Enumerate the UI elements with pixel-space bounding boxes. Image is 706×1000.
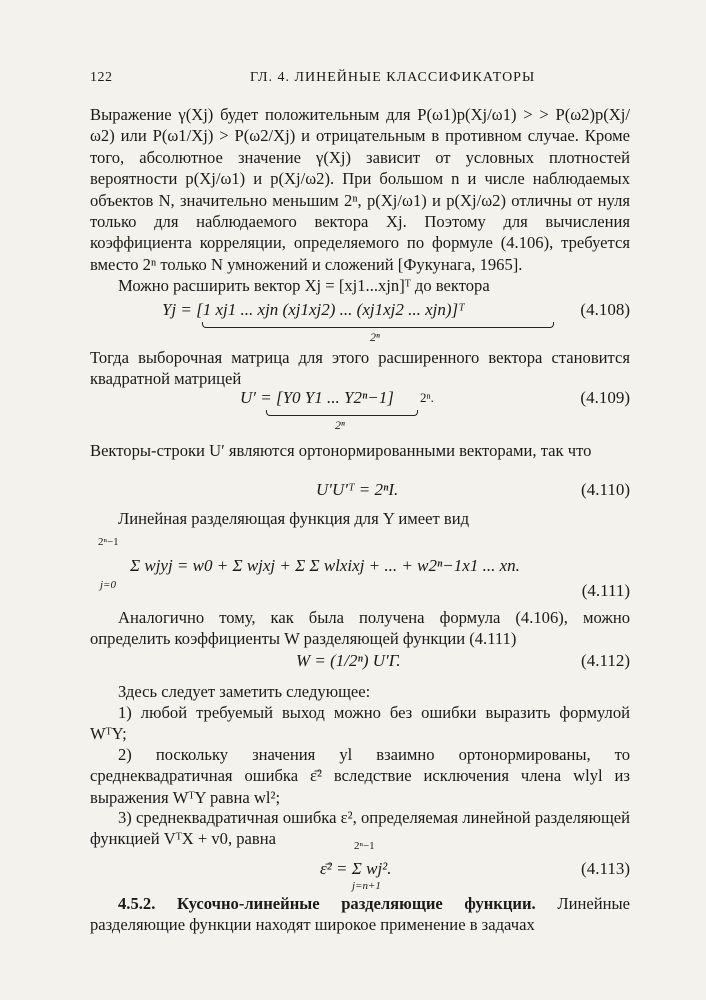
section-heading: 4.5.2. Кусочно-линейные разделяющие функции. — [118, 894, 536, 913]
equation-4-111-number: (4.111) — [581, 581, 630, 600]
equation-4-112-formula: W = (1/2ⁿ) U′Γ. — [296, 651, 401, 670]
page-number: 122 — [90, 70, 113, 85]
section-paragraph — [90, 893, 630, 936]
equation-4-112 — [90, 651, 630, 681]
equation-4-108-number: (4.108) — [580, 300, 630, 319]
underbrace — [202, 322, 554, 328]
equation-4-110 — [90, 480, 630, 510]
equation-4-109-size: 2ⁿ. — [420, 390, 434, 405]
equation-4-111-top-limit: 2ⁿ−1 — [98, 536, 119, 548]
equation-4-113-bottom-limit: j=n+1 — [352, 880, 381, 892]
paragraph-gamma: Выражение γ(Xj) будет положительным для P(ω1)p(Xj/ω1) > > P(ω2)p(Xj/ω2) или P(ω1/Xj) > P(ω2/Xj) и отрицательным в противном случае. Кроме того, абсолютное значение γ(Xj) зависит от условных плотностей вероятности p(Xj/ω1) и p(Xj/ω2). При большом n и числе наблюдаемых объектов N, значительно меньшим 2ⁿ, p(Xj/ω1) и p(Xj/ω2) отличны от нуля только для наблюдаемого вектора Xj. Поэтому для вычисления коэффициента корреляции, определяемого по формуле (4.106), требуется вместо 2ⁿ только N умножений и сложений [Фукунага, 1965]. — [90, 105, 630, 274]
section-text: Линейные разделяющие функции находят широкое применение в задачах — [90, 894, 630, 935]
equation-4-109-formula: U′ = [Y0 Y1 ... Y2ⁿ−1] — [240, 388, 394, 407]
paragraph-coefficients: Аналогично тому, как была получена формула (4.106), можно определить коэффициенты W разделяющей функции (4.111) — [90, 608, 630, 649]
equation-4-113-number: (4.113) — [581, 859, 630, 878]
list-item-3: 3) среднеквадратичная ошибка ε², определяемая линейной разделяющей функцией VᵀX + v0, равна — [90, 808, 630, 849]
equation-4-109-brace-label: 2ⁿ — [335, 418, 345, 432]
equation-4-110-number: (4.110) — [581, 480, 630, 499]
equation-4-112-number: (4.112) — [581, 651, 630, 670]
equation-4-108-brace-label: 2ⁿ — [370, 330, 380, 344]
equation-4-113-formula: ε̄² = Σ wj². — [320, 859, 392, 878]
equation-4-109 — [90, 388, 630, 432]
equation-4-108 — [90, 300, 630, 344]
equation-4-113-top-limit: 2ⁿ−1 — [354, 840, 375, 852]
list-item-1: 1) любой требуемый выход можно без ошибки выразить формулой WᵀY; — [90, 703, 630, 744]
equation-4-111 — [90, 536, 630, 606]
paragraph-note: Здесь следует заметить следующее: — [118, 682, 371, 701]
paragraph-extend-vector: Можно расширить вектор Xj = [xj1...xjn]ᵀ до вектора — [118, 276, 490, 295]
equation-4-109-number: (4.109) — [580, 388, 630, 407]
underbrace — [266, 410, 418, 416]
paragraph-linear-function: Линейная разделяющая функция для Y имеет вид — [118, 509, 470, 528]
list-item-2: 2) поскольку значения yl взаимно ортонормированы, то среднеквадратичная ошибка ε̄² вследствие исключения члена wlyl из выражения WᵀY равна wl²; — [90, 745, 630, 807]
equation-4-111-formula: Σ wjyj = w0 + Σ wjxj + Σ Σ wlxixj + ... + w2ⁿ−1x1 ... xn. — [130, 556, 520, 575]
paragraph-row-vectors: Векторы-строки U′ являются ортонормированными векторами, так что — [90, 441, 592, 460]
equation-4-111-bottom-limit: j=0 — [100, 579, 116, 591]
equation-4-108-formula: Yj = [1 xj1 ... xjn (xj1xj2) ... (xj1xj2 ... xjn)]ᵀ — [162, 300, 465, 319]
paragraph-sample-matrix: Тогда выборочная матрица для этого расширенного вектора становится квадратной матрицей — [90, 348, 630, 389]
equation-4-110-formula: U′U′ᵀ = 2ⁿI. — [316, 480, 399, 499]
equation-4-113 — [90, 840, 630, 895]
chapter-title: ГЛ. 4. ЛИНЕЙНЫЕ КЛАССИФИКАТОРЫ — [250, 70, 536, 85]
